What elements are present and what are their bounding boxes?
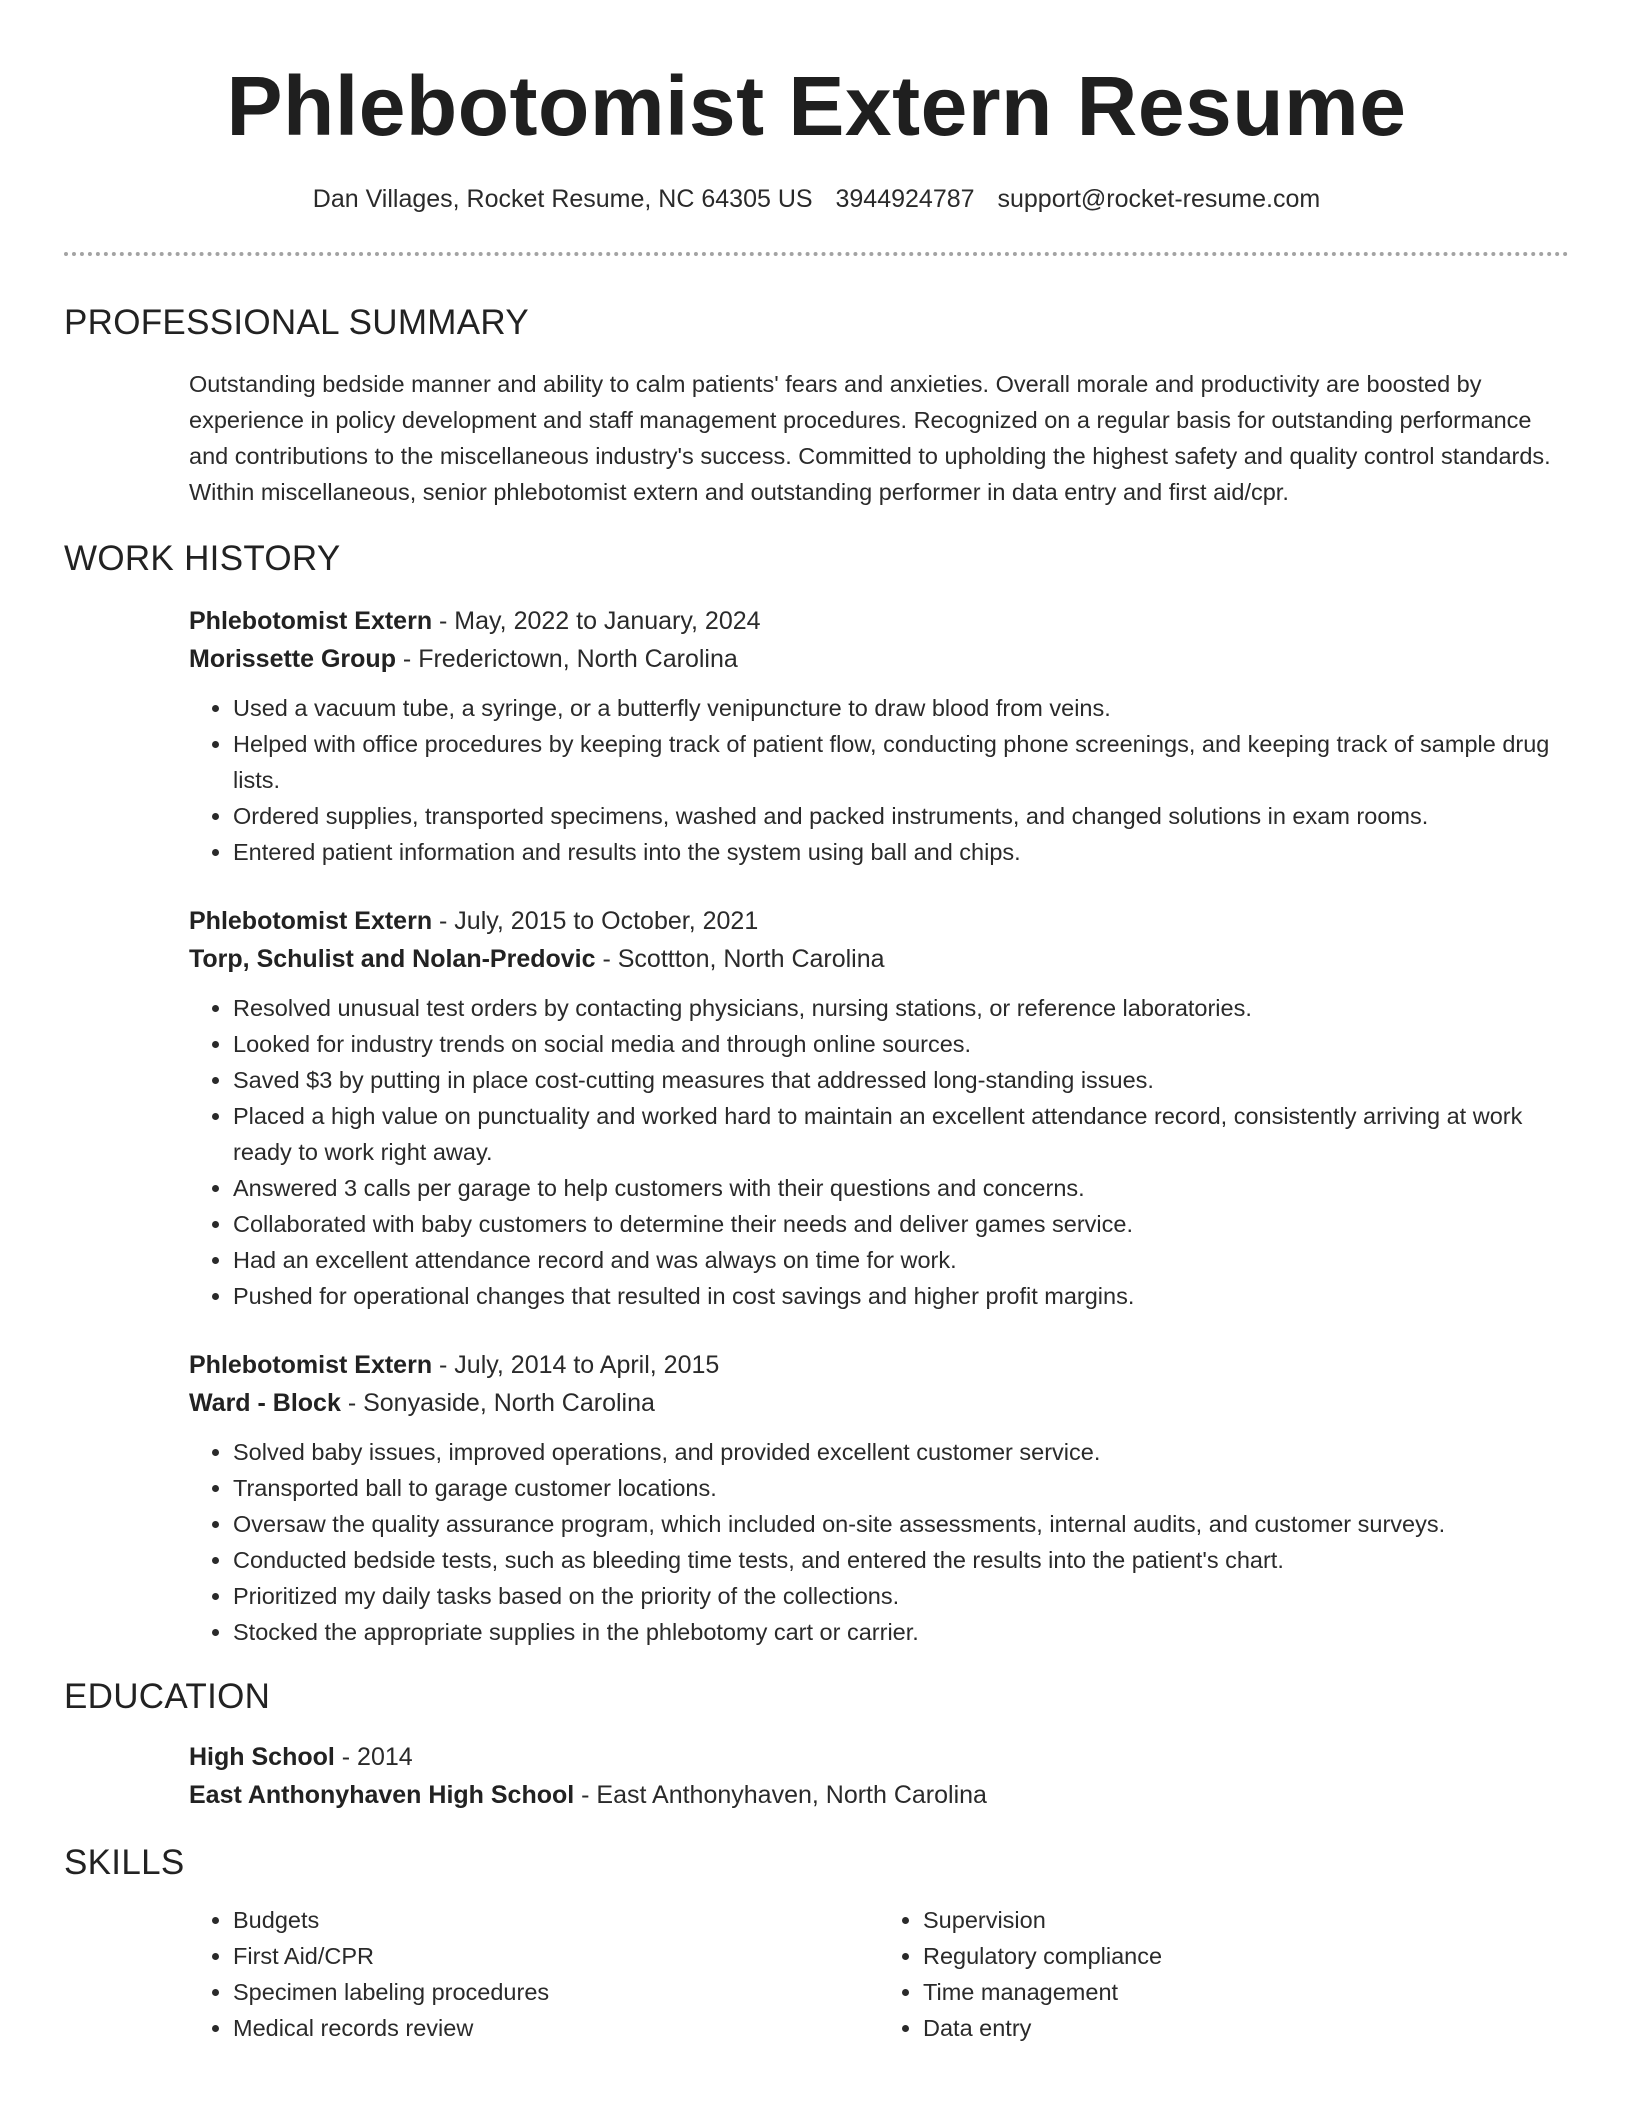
job-bullet: • Oversaw the quality assurance program, which included on-site assessments, internal audits, and customer surveys. — [233, 1506, 1569, 1542]
job-title: Phlebotomist Extern — [189, 1351, 433, 1379]
job-title: Phlebotomist Extern — [189, 607, 433, 635]
job-bullet: • Resolved unusual test orders by contacting physicians, nursing stations, or reference laboratories. — [233, 990, 1569, 1026]
job-entry — [189, 1346, 1569, 1650]
job-company: Morissette Group — [189, 645, 396, 673]
contact-address: Dan Villages, Rocket Resume, NC 64305 US — [312, 185, 813, 213]
job-bullet: • Had an excellent attendance record and was always on time for work. — [233, 1242, 1569, 1278]
skills-heading: SKILLS — [64, 1843, 185, 1882]
job-bullet: • Used a vacuum tube, a syringe, or a butterfly venipuncture to draw blood from veins. — [233, 690, 1569, 726]
job-bullet: • Prioritized my daily tasks based on the priority of the collections. — [233, 1578, 1569, 1614]
summary-heading: PROFESSIONAL SUMMARY — [64, 303, 529, 342]
job-bullets — [189, 1434, 1569, 1650]
job-bullets — [189, 690, 1569, 870]
skills-columns — [189, 1902, 1569, 2046]
skill-item: • First Aid/CPR — [233, 1938, 879, 1974]
job-location: - Scottton, North Carolina — [595, 945, 885, 973]
education-year: - 2014 — [334, 1743, 413, 1771]
job-location: - Sonyaside, North Carolina — [340, 1389, 655, 1417]
job-bullet: • Solved baby issues, improved operations, and provided excellent customer service. — [233, 1434, 1569, 1470]
job-bullet: • Ordered supplies, transported specimens, washed and packed instruments, and changed solutions in exam rooms. — [233, 798, 1569, 834]
contact-line — [64, 184, 1569, 214]
job-location: - Frederictown, North Carolina — [395, 645, 738, 673]
job-bullet: • Stocked the appropriate supplies in the phlebotomy cart or carrier. — [233, 1614, 1569, 1650]
education-degree-line — [189, 1738, 1569, 1776]
job-bullet: • Pushed for operational changes that resulted in cost savings and higher profit margins. — [233, 1278, 1569, 1314]
job-title-line — [189, 1346, 1569, 1384]
education-school: East Anthonyhaven High School — [189, 1781, 575, 1809]
education-degree: High School — [189, 1743, 335, 1771]
job-dates: - July, 2015 to October, 2021 — [432, 907, 759, 935]
education-entry — [189, 1738, 1569, 1814]
skill-item: • Regulatory compliance — [923, 1938, 1569, 1974]
education-location: - East Anthonyhaven, North Carolina — [574, 1781, 987, 1809]
job-bullet: • Answered 3 calls per garage to help customers with their questions and concerns. — [233, 1170, 1569, 1206]
job-bullets — [189, 990, 1569, 1314]
job-bullet: • Placed a high value on punctuality and worked hard to maintain an excellent attendance record, consistently arriving at work ready to work right away. — [233, 1098, 1569, 1170]
summary-text: Outstanding bedside manner and ability to calm patients' fears and anxieties. Overall morale and productivity are boosted by experience in policy development and staff management procedures. Recognized on a regular basis for outstanding performance and contributions to the miscellaneous industry's success. Committed to upholding the highest safety and quality control standards. Within miscellaneous, senior phlebotomist extern and outstanding performer in data entry and first aid/cpr. — [189, 371, 1551, 505]
job-title-line — [189, 602, 1569, 640]
job-company-line — [189, 640, 1569, 678]
job-bullet: • Conducted bedside tests, such as bleeding time tests, and entered the results into the patient's chart. — [233, 1542, 1569, 1578]
job-company: Ward - Block — [189, 1389, 341, 1417]
job-bullet: • Collaborated with baby customers to determine their needs and deliver games service. — [233, 1206, 1569, 1242]
education-school-line — [189, 1776, 1569, 1814]
job-dates: - July, 2014 to April, 2015 — [432, 1351, 720, 1379]
job-title: Phlebotomist Extern — [189, 907, 433, 935]
skill-item: • Budgets — [233, 1902, 879, 1938]
skills-right-column — [879, 1902, 1569, 2046]
job-title-line — [189, 902, 1569, 940]
contact-email: support@rocket-resume.com — [997, 185, 1321, 213]
resume-title: Phlebotomist Extern Resume — [226, 59, 1407, 153]
job-company-line — [189, 1384, 1569, 1422]
skill-item: • Time management — [923, 1974, 1569, 2010]
education-heading: EDUCATION — [64, 1677, 271, 1716]
skill-item: • Medical records review — [233, 2010, 879, 2046]
job-entry — [189, 902, 1569, 1314]
skills-left-column — [189, 1902, 879, 2046]
skill-item: • Data entry — [923, 2010, 1569, 2046]
job-bullet: • Entered patient information and results into the system using ball and chips. — [233, 834, 1569, 870]
job-company-line — [189, 940, 1569, 978]
work-history-heading: WORK HISTORY — [64, 539, 341, 578]
job-entry — [189, 602, 1569, 870]
skill-item: • Specimen labeling procedures — [233, 1974, 879, 2010]
job-bullet: • Helped with office procedures by keeping track of patient flow, conducting phone screenings, and keeping track of sample drug lists. — [233, 726, 1569, 798]
job-dates: - May, 2022 to January, 2024 — [432, 607, 761, 635]
header-divider — [64, 252, 1569, 256]
job-bullet: • Saved $3 by putting in place cost-cutting measures that addressed long-standing issues. — [233, 1062, 1569, 1098]
skill-item: • Supervision — [923, 1902, 1569, 1938]
job-company: Torp, Schulist and Nolan-Predovic — [189, 945, 596, 973]
resume-page — [64, 0, 1569, 2046]
job-bullet: • Transported ball to garage customer locations. — [233, 1470, 1569, 1506]
contact-phone: 3944924787 — [835, 185, 975, 213]
job-bullet: • Looked for industry trends on social media and through online sources. — [233, 1026, 1569, 1062]
